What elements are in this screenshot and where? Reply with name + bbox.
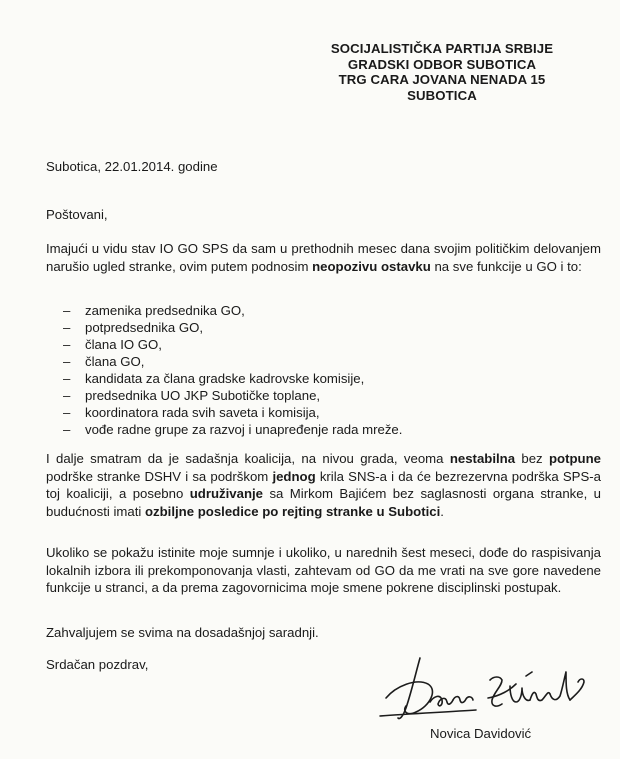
paragraph-text: I dalje smatram da je sadašnja koalicija, na nivou grada, veoma (46, 451, 450, 466)
list-item: – predsednika UO JKP Subotičke toplane, (63, 387, 402, 404)
header-city: SUBOTICA (407, 87, 477, 103)
list-item: – kandidata za člana gradske kadrovske komisije, (63, 370, 402, 387)
handwritten-signature (376, 650, 606, 728)
paragraph-resignation (46, 240, 601, 275)
list-item: – koordinatora rada svih saveta i komisija, (63, 404, 402, 421)
paragraph-bold-text: ozbiljne posledice po rejting stranke u Subotici (144, 503, 441, 519)
signatory-name: Novica Davidović (430, 726, 532, 741)
paragraph-bold-text: nestabilna (449, 451, 516, 466)
functions-list (63, 302, 402, 438)
list-item: – člana IO GO, (63, 336, 402, 353)
paragraph-text: podrške stranke DSHV i sa podrškom (46, 468, 273, 484)
greeting: Poštovani, (46, 207, 108, 222)
paragraph-bold-text: udruživanje (189, 486, 264, 502)
list-item: – zamenika predsednika GO, (63, 302, 402, 319)
paragraph-text: Imajući u vidu stav IO GO SPS da sam u prethodnih mesec dana svojim političkim delovanjem narušio ugled stranke, ovim putem podnosim (46, 241, 601, 274)
paragraph-demand: Ukoliko se pokažu istinite moje sumnje i ukoliko, u narednih šest meseci, dođe do raspisivanja lokalnih izbora ili prekomponovanja vlasti, zahtevam od GO da me vrati na sve gore navedene funkcije u stranci, a da prema zagovornicima moje smene pokrene disciplinski postupak. (46, 545, 601, 596)
letter-header (292, 41, 592, 103)
paragraph-text: krila SNS-a i da će bezrezervna podrška SPS-a toj koaliciji, a posebno (46, 468, 601, 502)
header-organization: SOCIJALISTIČKA PARTIJA SRBIJE (330, 41, 554, 56)
paragraph-text: sa Mirkom Bajićem bez saglasnosti organa stranke, u budućnosti imati (46, 486, 601, 519)
paragraph-text: bez (515, 451, 549, 466)
closing-line: Srdačan pozdrav, (46, 657, 149, 672)
paragraph-coalition (46, 450, 601, 520)
thanks-line: Zahvaljujem se svima na dosadašnjoj saradnji. (46, 625, 319, 640)
header-committee: GRADSKI ODBOR SUBOTICA (347, 56, 537, 72)
paragraph-text: na sve funkcije u GO i to: (430, 258, 582, 274)
list-item: – potpredsednika GO, (63, 319, 402, 336)
paragraph-bold-text: jednog (272, 468, 316, 484)
list-item: – člana GO, (63, 353, 402, 370)
paragraph-text: . (440, 503, 444, 519)
list-item: – vođe radne grupe za razvoj i unapređenje rada mreže. (63, 421, 402, 438)
paragraph-bold-text: neopozivu ostavku (312, 258, 431, 274)
header-address: TRG CARA JOVANA NENADA 15 (338, 72, 546, 87)
letter-date: Subotica, 22.01.2014. godine (46, 159, 218, 174)
paragraph-bold-text: potpune (548, 451, 601, 466)
